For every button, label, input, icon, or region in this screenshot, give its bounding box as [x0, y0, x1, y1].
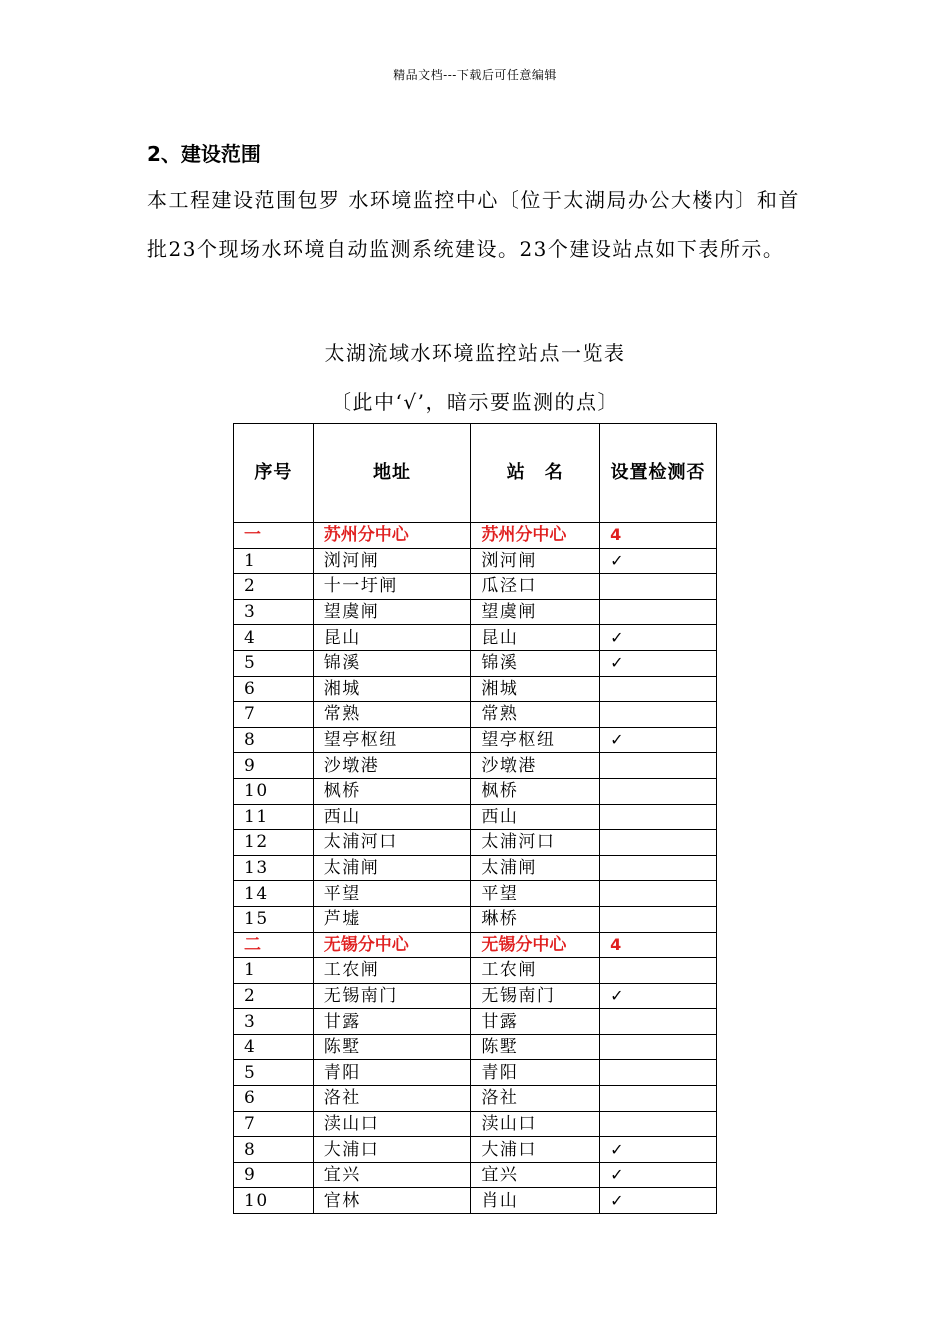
table-row: [234, 1009, 717, 1035]
cell-serial: 9: [234, 1162, 314, 1188]
cell-monitor: 4: [600, 523, 717, 549]
cell-monitor: [600, 574, 717, 600]
table-row: [234, 625, 717, 651]
cell-serial: 4: [234, 1034, 314, 1060]
cell-serial: 10: [234, 778, 314, 804]
table-header-row: [234, 424, 717, 523]
cell-serial: 5: [234, 650, 314, 676]
cell-monitor: 4: [600, 932, 717, 958]
cell-monitor: [600, 1060, 717, 1086]
cell-serial: 1: [234, 958, 314, 984]
cell-serial: 1: [234, 548, 314, 574]
cell-station: 锦溪: [471, 650, 600, 676]
cell-serial: 3: [234, 1009, 314, 1035]
cell-serial: 8: [234, 1137, 314, 1163]
cell-station: 甘露: [471, 1009, 600, 1035]
cell-serial: 8: [234, 727, 314, 753]
table-row: [234, 855, 717, 881]
table-group-row: [234, 523, 717, 549]
cell-monitor: [600, 906, 717, 932]
cell-address: 太浦闸: [313, 855, 471, 881]
cell-address: 沙墩港: [313, 753, 471, 779]
table-row: [234, 676, 717, 702]
cell-serial: 3: [234, 599, 314, 625]
cell-monitor: [600, 881, 717, 907]
cell-station: 西山: [471, 804, 600, 830]
cell-monitor: ✓: [600, 1188, 717, 1214]
cell-serial: 13: [234, 855, 314, 881]
cell-serial: 7: [234, 1111, 314, 1137]
cell-station: 陈墅: [471, 1034, 600, 1060]
cell-station: 无锡分中心: [471, 932, 600, 958]
cell-monitor: [600, 1009, 717, 1035]
cell-monitor: [600, 1034, 717, 1060]
header-serial: 序号: [234, 424, 314, 523]
cell-serial: 14: [234, 881, 314, 907]
cell-monitor: [600, 676, 717, 702]
cell-station: 工农闸: [471, 958, 600, 984]
cell-station: 望亭枢纽: [471, 727, 600, 753]
cell-address: 常熟: [313, 702, 471, 728]
cell-station: 湘城: [471, 676, 600, 702]
cell-serial: 5: [234, 1060, 314, 1086]
cell-station: 无锡南门: [471, 983, 600, 1009]
cell-monitor: ✓: [600, 625, 717, 651]
cell-monitor: [600, 804, 717, 830]
cell-station: 琳桥: [471, 906, 600, 932]
table-row: [234, 753, 717, 779]
cell-address: 十一圩闸: [313, 574, 471, 600]
table-row: [234, 1162, 717, 1188]
table-row: [234, 650, 717, 676]
page-header-note: 精品文档---下载后可任意编辑: [393, 68, 557, 82]
cell-station: 渎山口: [471, 1111, 600, 1137]
cell-station: 枫桥: [471, 778, 600, 804]
table-subtitle: 〔此中‘√’，暗示要监测的点〕: [331, 390, 619, 414]
table-group-row: [234, 932, 717, 958]
cell-station: 宜兴: [471, 1162, 600, 1188]
cell-station: 太浦河口: [471, 830, 600, 856]
cell-monitor: [600, 1086, 717, 1112]
cell-serial: 2: [234, 574, 314, 600]
cell-station: 常熟: [471, 702, 600, 728]
cell-address: 平望: [313, 881, 471, 907]
cell-address: 锦溪: [313, 650, 471, 676]
cell-monitor: ✓: [600, 1162, 717, 1188]
cell-address: 甘露: [313, 1009, 471, 1035]
cell-address: 湘城: [313, 676, 471, 702]
cell-address: 枫桥: [313, 778, 471, 804]
cell-address: 太浦河口: [313, 830, 471, 856]
cell-address: 望虞闸: [313, 599, 471, 625]
table-title: 太湖流域水环境监控站点一览表: [324, 341, 626, 365]
table-row: [234, 983, 717, 1009]
cell-address: 大浦口: [313, 1137, 471, 1163]
table-row: [234, 1060, 717, 1086]
cell-station: 沙墩港: [471, 753, 600, 779]
scope-paragraph: 本工程建设范围包罗 水环境监控中心〔位于太湖局办公大楼内〕和首批23个现场水环境自动监测系统建设。23个建设站点如下表所示。: [147, 188, 800, 261]
cell-monitor: ✓: [600, 650, 717, 676]
cell-monitor: [600, 830, 717, 856]
section-heading: 2、建设范围: [147, 142, 261, 166]
cell-station: 太浦闸: [471, 855, 600, 881]
cell-station: 肖山: [471, 1188, 600, 1214]
cell-address: 无锡分中心: [313, 932, 471, 958]
cell-serial: 9: [234, 753, 314, 779]
cell-monitor: ✓: [600, 548, 717, 574]
cell-monitor: ✓: [600, 983, 717, 1009]
cell-address: 苏州分中心: [313, 523, 471, 549]
cell-serial: 6: [234, 676, 314, 702]
cell-station: 大浦口: [471, 1137, 600, 1163]
table-row: [234, 574, 717, 600]
cell-address: 宜兴: [313, 1162, 471, 1188]
cell-station: 瓜泾口: [471, 574, 600, 600]
cell-address: 陈墅: [313, 1034, 471, 1060]
cell-serial: 4: [234, 625, 314, 651]
table-row: [234, 906, 717, 932]
cell-address: 芦墟: [313, 906, 471, 932]
cell-station: 昆山: [471, 625, 600, 651]
cell-address: 昆山: [313, 625, 471, 651]
header-station: 站 名: [471, 424, 600, 523]
cell-monitor: [600, 778, 717, 804]
table-row: [234, 830, 717, 856]
table-row: [234, 1111, 717, 1137]
cell-address: 渎山口: [313, 1111, 471, 1137]
table-row: [234, 1188, 717, 1214]
cell-serial: 6: [234, 1086, 314, 1112]
cell-station: 洛社: [471, 1086, 600, 1112]
table-row: [234, 1137, 717, 1163]
cell-station: 浏河闸: [471, 548, 600, 574]
cell-address: 工农闸: [313, 958, 471, 984]
cell-serial: 11: [234, 804, 314, 830]
cell-station: 青阳: [471, 1060, 600, 1086]
cell-serial: 二: [234, 932, 314, 958]
cell-monitor: ✓: [600, 1137, 717, 1163]
cell-address: 洛社: [313, 1086, 471, 1112]
table-row: [234, 548, 717, 574]
cell-monitor: [600, 1111, 717, 1137]
cell-address: 浏河闸: [313, 548, 471, 574]
table-row: [234, 881, 717, 907]
cell-monitor: [600, 702, 717, 728]
cell-serial: 2: [234, 983, 314, 1009]
table-row: [234, 727, 717, 753]
cell-station: 平望: [471, 881, 600, 907]
table-row: [234, 1086, 717, 1112]
cell-station: 望虞闸: [471, 599, 600, 625]
cell-station: 苏州分中心: [471, 523, 600, 549]
cell-address: 青阳: [313, 1060, 471, 1086]
cell-monitor: [600, 958, 717, 984]
header-address: 地址: [313, 424, 471, 523]
cell-serial: 15: [234, 906, 314, 932]
cell-monitor: [600, 599, 717, 625]
cell-monitor: ✓: [600, 727, 717, 753]
table-row: [234, 702, 717, 728]
table-row: [234, 1034, 717, 1060]
cell-monitor: [600, 855, 717, 881]
cell-monitor: [600, 753, 717, 779]
table-row: [234, 804, 717, 830]
table-row: [234, 599, 717, 625]
cell-serial: 一: [234, 523, 314, 549]
cell-address: 官林: [313, 1188, 471, 1214]
cell-serial: 10: [234, 1188, 314, 1214]
cell-address: 望亭枢纽: [313, 727, 471, 753]
header-monitor: 设置检测否: [600, 424, 717, 523]
cell-address: 无锡南门: [313, 983, 471, 1009]
table-row: [234, 958, 717, 984]
cell-serial: 7: [234, 702, 314, 728]
cell-serial: 12: [234, 830, 314, 856]
cell-address: 西山: [313, 804, 471, 830]
stations-table: [233, 423, 717, 1214]
table-row: [234, 778, 717, 804]
